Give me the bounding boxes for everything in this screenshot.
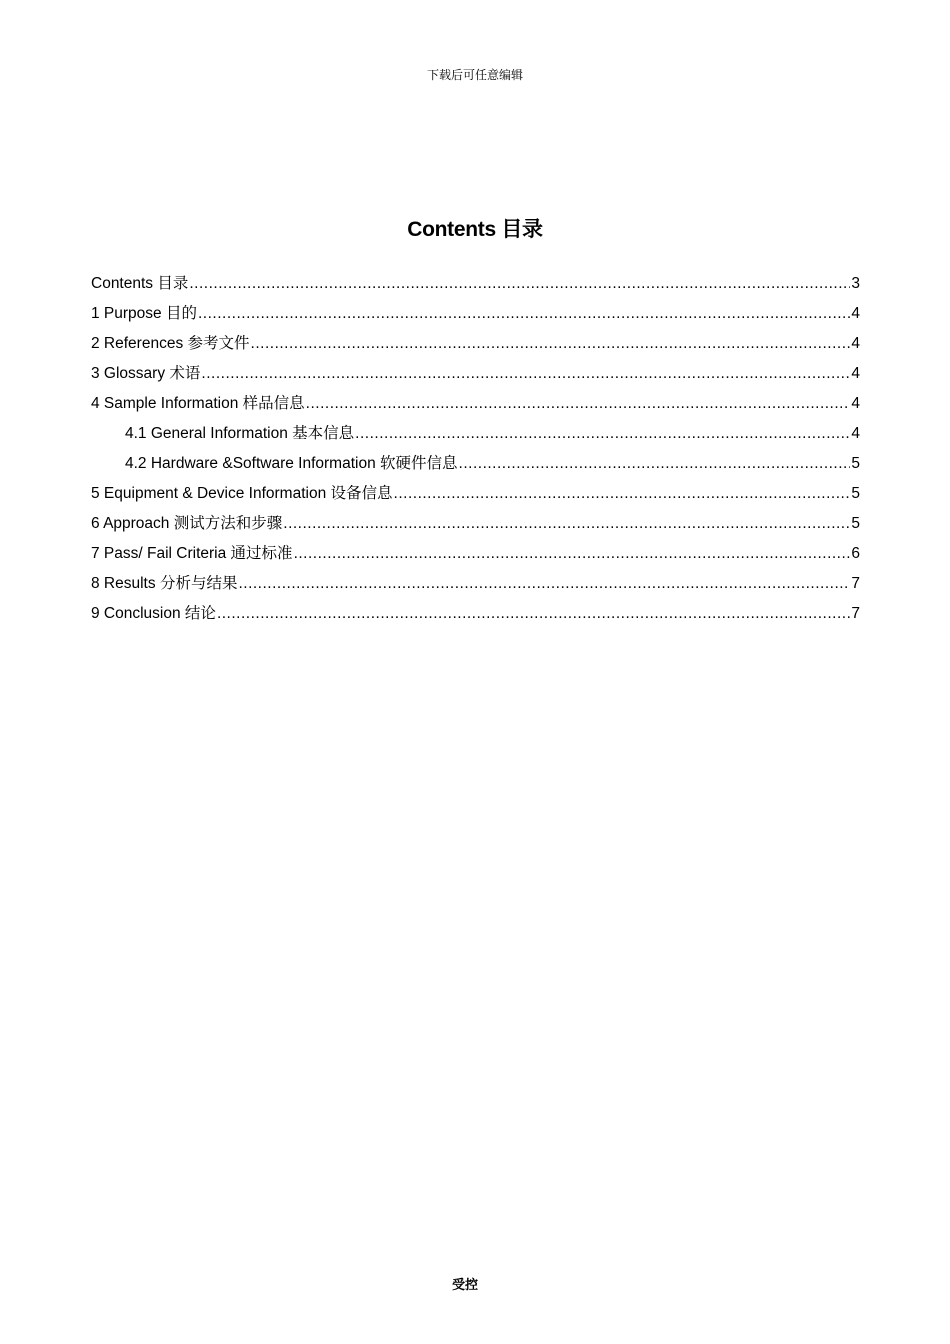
toc-entry-references[interactable] <box>91 331 860 361</box>
toc-dot-leader <box>306 392 851 416</box>
toc-entry-label: 1 Purpose 目的 <box>91 304 197 322</box>
page-footer: 受控 <box>451 1277 478 1292</box>
toc-entry-contents[interactable] <box>91 271 860 301</box>
table-of-contents <box>91 271 860 631</box>
toc-page-number: 7 <box>851 575 860 592</box>
toc-page-number: 7 <box>851 605 860 622</box>
toc-page-number: 5 <box>851 515 860 532</box>
toc-entry-label: Contents 目录 <box>91 274 189 292</box>
page-header: 下载后可任意编辑 <box>426 68 523 82</box>
toc-entry-pass-fail-criteria[interactable] <box>91 541 860 571</box>
toc-dot-leader <box>201 362 850 386</box>
toc-dot-leader <box>355 422 850 446</box>
toc-page-number: 4 <box>851 305 860 322</box>
toc-dot-leader <box>251 332 851 356</box>
toc-dot-leader <box>198 302 850 326</box>
toc-entry-conclusion[interactable] <box>91 601 860 631</box>
toc-dot-leader <box>459 452 851 476</box>
toc-dot-leader <box>189 272 850 296</box>
toc-page-number: 5 <box>851 485 860 502</box>
toc-page-number: 4 <box>851 425 860 442</box>
toc-dot-leader <box>238 572 850 596</box>
toc-page-number: 4 <box>851 395 860 412</box>
toc-entry-label: 6 Approach 测试方法和步骤 <box>91 514 283 532</box>
toc-title: Contents 目录 <box>407 218 543 241</box>
toc-dot-leader <box>283 512 850 536</box>
toc-entry-purpose[interactable] <box>91 301 860 331</box>
toc-entry-label: 9 Conclusion 结论 <box>91 604 216 622</box>
toc-page-number: 5 <box>851 455 860 472</box>
toc-entry-label: 8 Results 分析与结果 <box>91 574 238 592</box>
toc-page-number: 3 <box>851 275 860 292</box>
toc-entry-label: 4.2 Hardware &Software Information 软硬件信息 <box>125 454 458 472</box>
toc-page-number: 4 <box>851 365 860 382</box>
toc-entry-sample-information[interactable] <box>91 391 860 421</box>
toc-entry-label: 5 Equipment & Device Information 设备信息 <box>91 484 393 502</box>
toc-page-number: 6 <box>851 545 860 562</box>
toc-entry-results[interactable] <box>91 571 860 601</box>
toc-entry-equipment-device-information[interactable] <box>91 481 860 511</box>
toc-entry-label: 4.1 General Information 基本信息 <box>125 424 355 442</box>
toc-entry-label: 3 Glossary 术语 <box>91 364 201 382</box>
toc-entry-glossary[interactable] <box>91 361 860 391</box>
toc-entry-label: 4 Sample Information 样品信息 <box>91 394 305 412</box>
toc-entry-label: 7 Pass/ Fail Criteria 通过标准 <box>91 544 293 562</box>
toc-dot-leader <box>294 542 851 566</box>
toc-entry-label: 2 References 参考文件 <box>91 334 250 352</box>
toc-dot-leader <box>394 482 851 506</box>
toc-entry-approach[interactable] <box>91 511 860 541</box>
toc-entry-general-information[interactable] <box>91 421 860 451</box>
toc-entry-hardware-software-information[interactable] <box>91 451 860 481</box>
toc-page-number: 4 <box>851 335 860 352</box>
toc-dot-leader <box>217 602 850 626</box>
